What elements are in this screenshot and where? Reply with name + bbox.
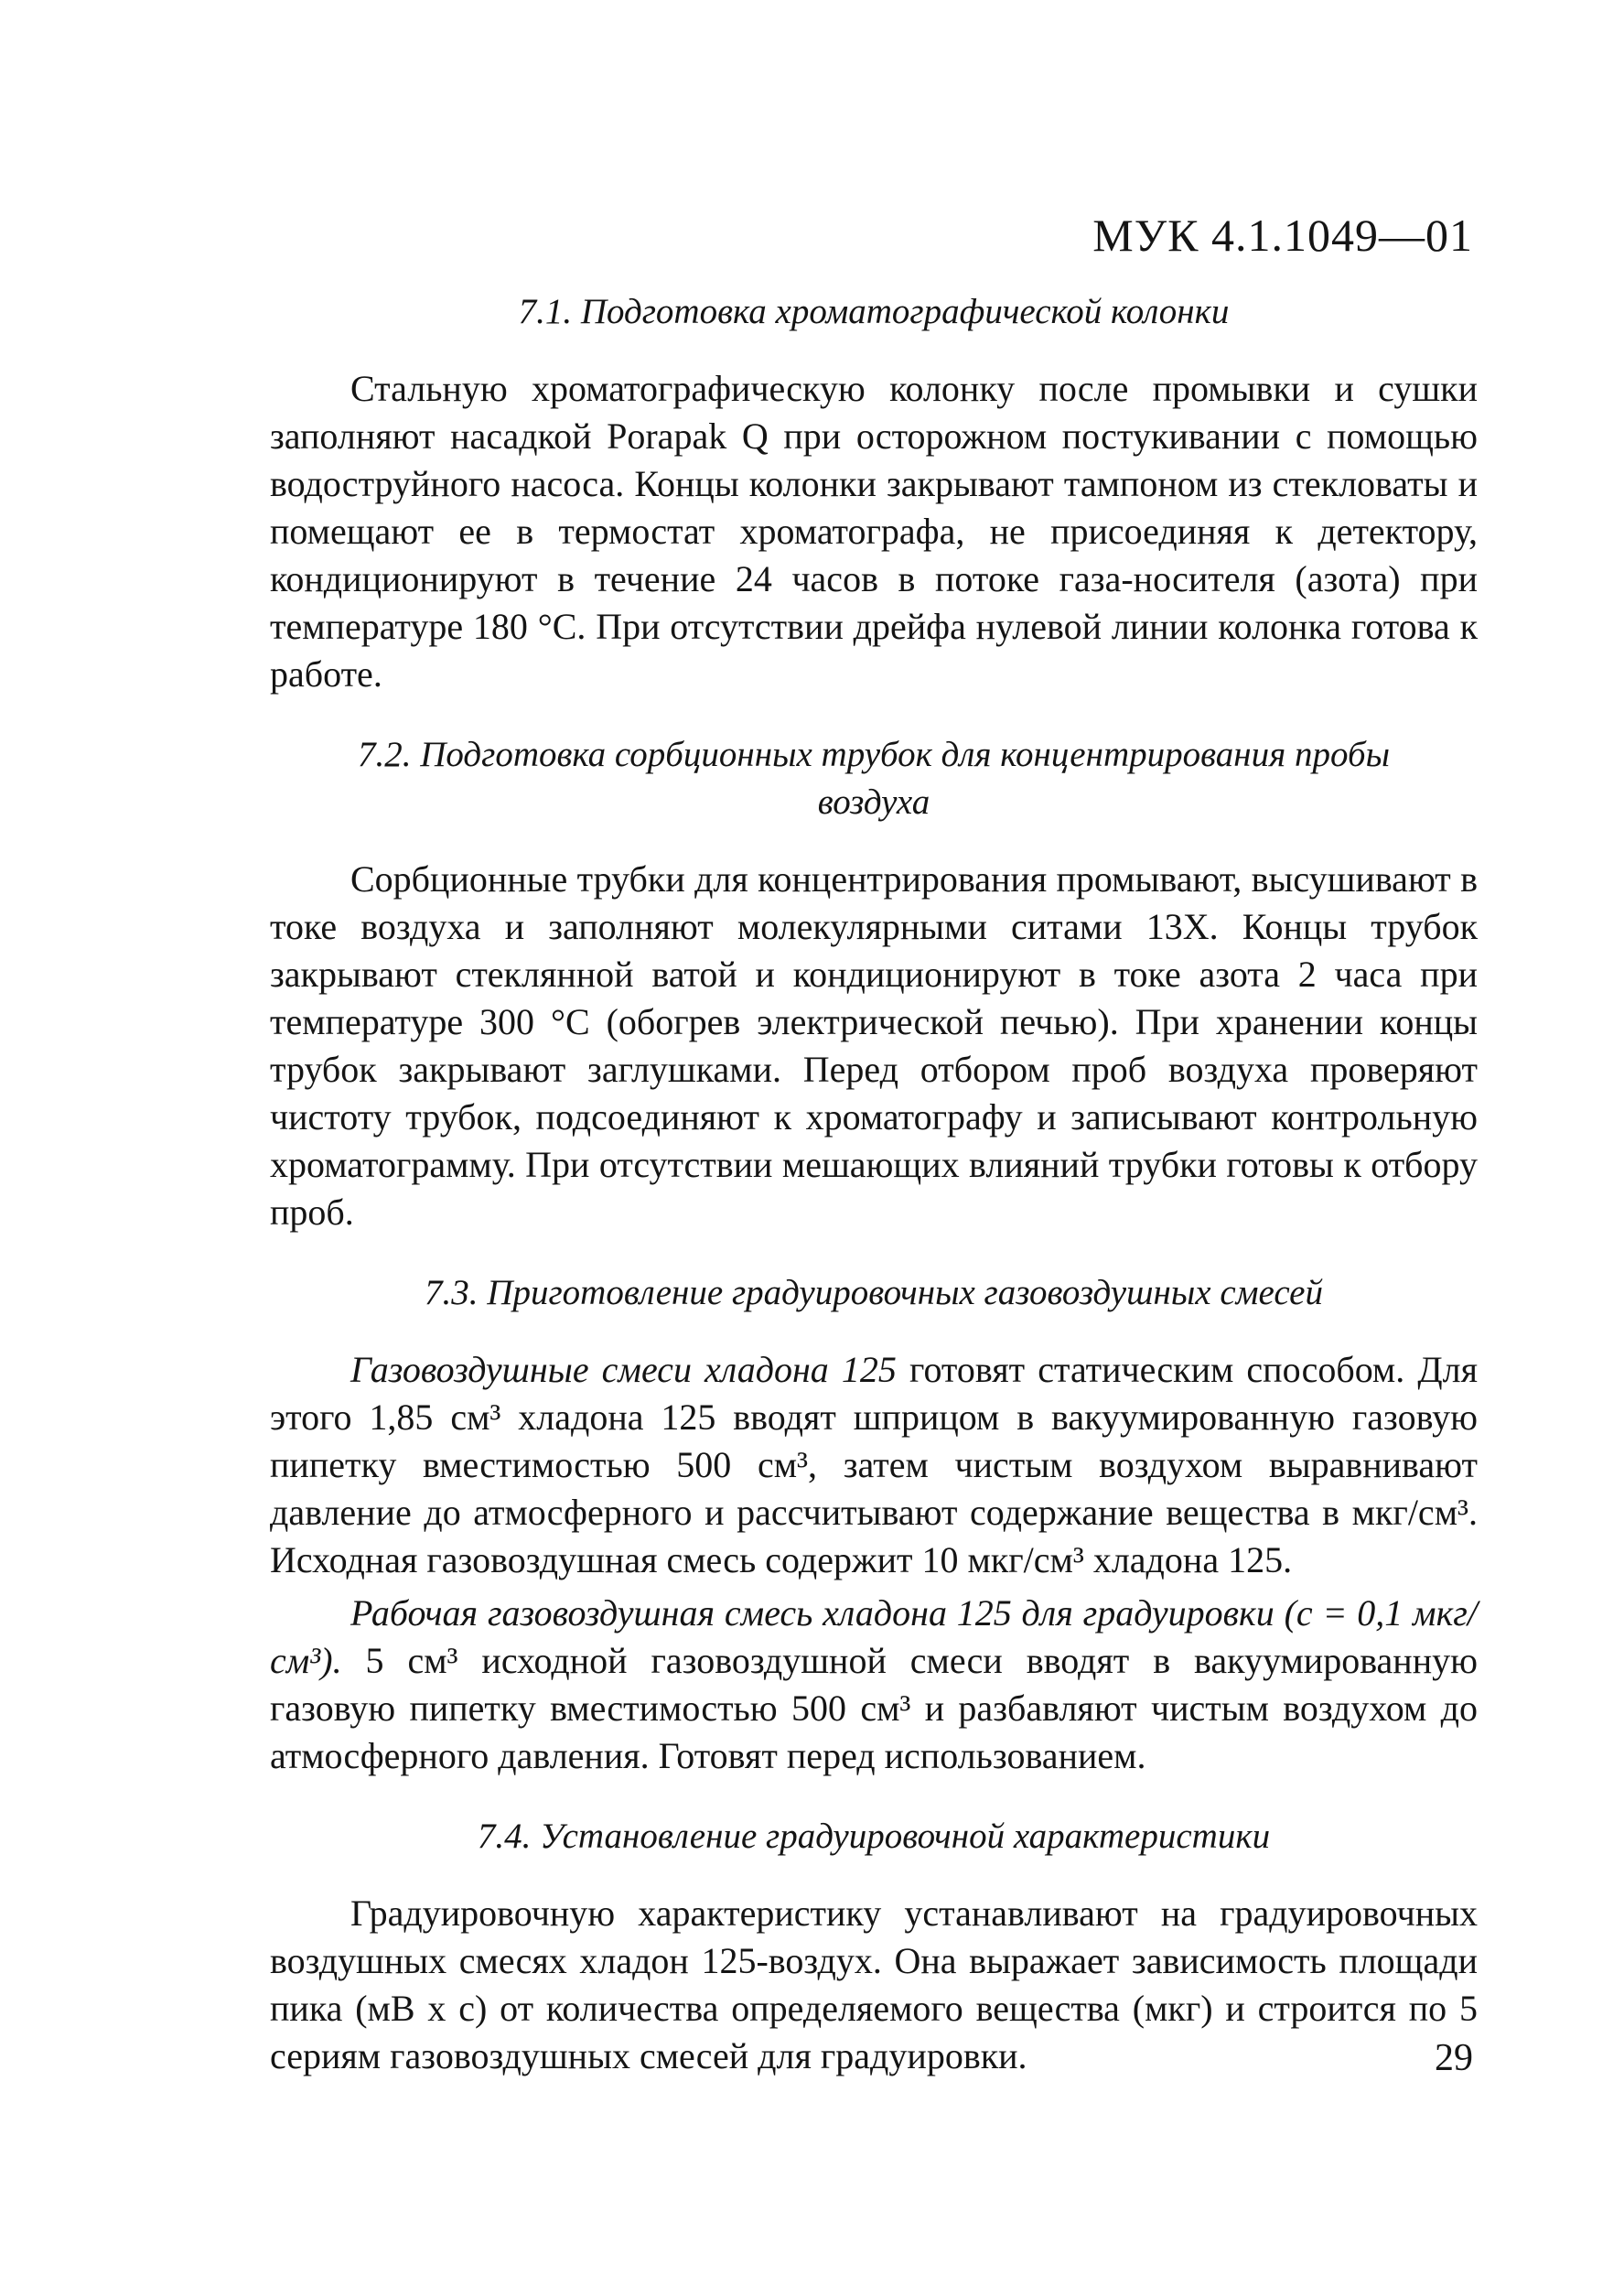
section-title: 7.1. Подготовка хроматографической колонки [518, 292, 1230, 331]
paragraph [270, 1346, 1478, 1584]
section-7-4 [270, 1813, 1478, 2080]
paragraph-text: 5 см³ исходной газовоздушной смеси вводят в вакуумированную газовую пипетку вместимостью 500 см³ и разбавляют чистым воздухом до атмосферного давления. Готовят перед использованием. [270, 1640, 1478, 1776]
paragraph-lead: Газовоздушные смеси хладона 125 [350, 1349, 897, 1390]
document-code: МУК 4.1.1049—01 [1092, 210, 1473, 261]
section-title: 7.3. Приготовление градуировочных газовоздушных смесей [425, 1273, 1323, 1312]
paragraph-text: готовят статическим способом. Для этого 1,85 см³ хладона 125 вводят шприцом в вакуумированную газовую пипетку вместимостью 500 см³, затем чистым воздухом выравнивают давление до атмосферного и рассчитывают содержание вещества в мкг/см³. Исходная газовоздушная смесь содержит 10 мкг/см³ хладона 125. [270, 1349, 1478, 1580]
paragraph-text: Стальную хроматографическую колонку после промывки и сушки заполняют насадкой Porapak Q при осторожном постукивании с помощью водоструйного насоса. Концы колонки закрывают тампоном из стекловаты и помещают ее в термостат хроматографа, не присоединяя к детектору, кондиционируют в течение 24 часов в потоке газа-носителя (азота) при температуре 180 °С. При отсутствии дрейфа нулевой линии колонка готова к работе. [270, 368, 1478, 695]
section-7-3 [270, 1269, 1478, 1780]
section-title: 7.2. Подготовка сорбционных трубок для концентрирования пробы воздуха [357, 735, 1391, 822]
page-number: 29 [1435, 2037, 1473, 2079]
section-7-1 [270, 288, 1478, 698]
paragraph [270, 856, 1478, 1236]
section-title: 7.4. Установление градуировочной характеристики [477, 1817, 1271, 1856]
paragraph [270, 1890, 1478, 2080]
paragraph [270, 365, 1478, 698]
section-7-2 [270, 731, 1478, 1236]
paragraph [270, 1590, 1478, 1780]
paragraph-text: Градуировочную характеристику устанавливают на градуировочных воздушных смесях хладон 125-воздух. Она выражает зависимость площади пика (мВ х с) от количества определяемого вещества (мкг) и строится по 5 сериям газовоздушных смесей для градуировки. [270, 1892, 1478, 2076]
page-content [270, 288, 1478, 2113]
paragraph-text: Сорбционные трубки для концентрирования промывают, высушивают в токе воздуха и заполняют молекулярными ситами 13Х. Концы трубок закрывают стеклянной ватой и кондиционируют в токе азота 2 часа при температуре 300 °С (обогрев электрической печью). При хранении концы трубок закрывают заглушками. Перед отбором проб воздуха проверяют чистоту трубок, подсоединяют к хроматографу и записывают контрольную хроматограмму. При отсутствии мешающих влияний трубки готовы к отбору проб. [270, 858, 1478, 1233]
paragraph-lead: Рабочая газовоздушная смесь хладона 125 для градуировки (с = 0,1 мкг/см³). [270, 1592, 1478, 1681]
